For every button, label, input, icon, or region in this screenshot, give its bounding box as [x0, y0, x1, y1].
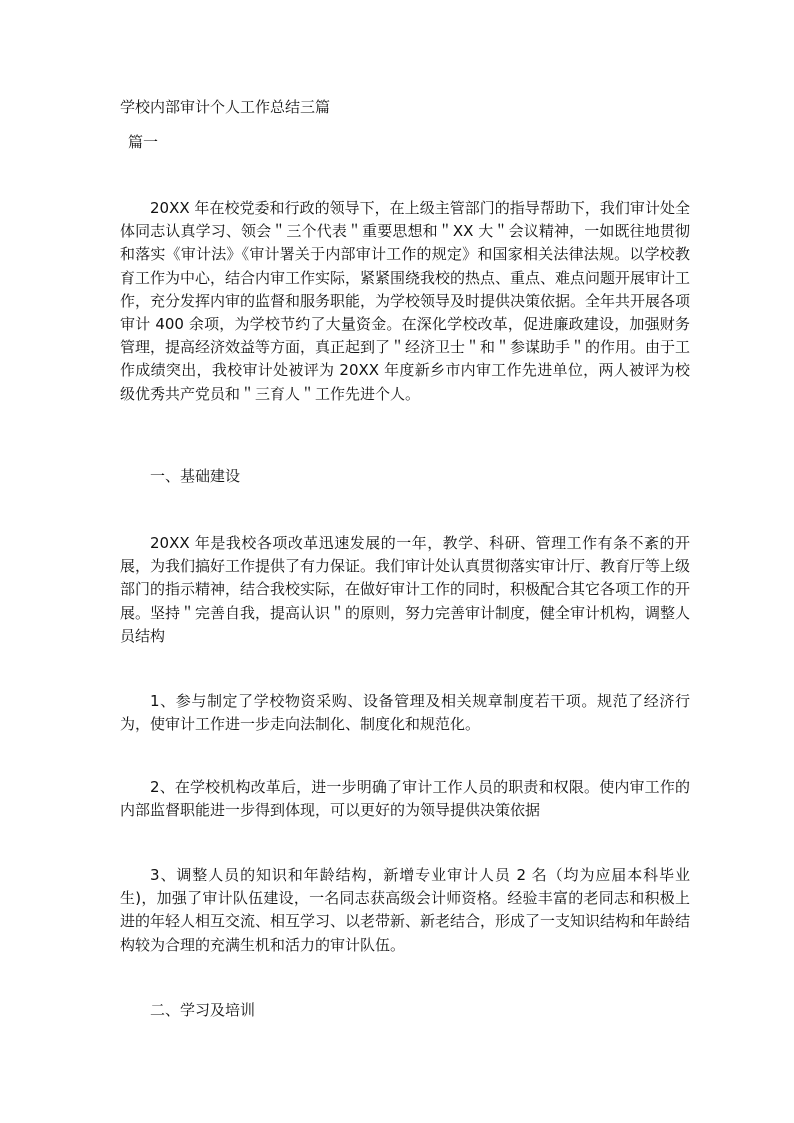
document-title: 学校内部审计个人工作总结三篇	[120, 98, 331, 116]
list-item-1: 1、参与制定了学校物资采购、设备管理及相关规章制度若干项。规范了经济行为，使审计工作进一步走向法制化、制度化和规范化。	[120, 692, 690, 734]
basic-construction-paragraph: 20XX 年是我校各项改革迅速发展的一年，教学、科研、管理工作有条不紊的开展，为我们搞好工作提供了有力保证。我们审计处认真贯彻落实审计厅、教育厅等上级部门的指示精神，结合我校实际，在做好审计工作的同时，积极配合其它各项工作的开展。坚持＂完善自我，提高认识＂的原则，努力完善审计制度，健全审计机构，调整人员结构	[120, 534, 691, 645]
intro-paragraph: 20XX 年在校党委和行政的领导下，在上级主管部门的指导帮助下，我们审计处全体同志认真学习、领会＂三个代表＂重要思想和＂XX 大＂会议精神，一如既往地贯彻和落实《审计法》《审计署关于内部审计工作的规定》和国家相关法律法规。以学校教育工作为中心，结合内审工作实际，紧紧围绕我校的热点、重点、难点问题开展审计工作，充分发挥内审的监督和服务职能，为学校领导及时提供决策依据。全年共开展各项审计 400 余项，为学校节约了大量资金。在深化学校改革，促进廉政建设，加强财务管理，提高经济效益等方面，真正起到了＂经济卫士＂和＂参谋助手＂的作用。由于工作成绩突出，我校审计处被评为 20XX 年度新乡市内审工作先进单位，两人被评为校级优秀共产党员和＂三育人＂工作先进个人。	[120, 199, 691, 403]
list-item-2: 2、在学校机构改革后，进一步明确了审计工作人员的职责和权限。使内审工作的内部监督职能进一步得到体现，可以更好的为领导提供决策依据	[120, 778, 690, 820]
section-heading-basic-construction: 一、基础建设	[150, 467, 241, 485]
section-heading-study-training: 二、学习及培训	[150, 1001, 256, 1019]
list-item-3: 3、调整人员的知识和年龄结构，新增专业审计人员 2 名（均为应届本科毕业生)，加强了审计队伍建设，一名同志获高级会计师资格。经验丰富的老同志和积极上进的年轻人相互交流、相互学习、以老带新、新老结合，形成了一支知识结构和年龄结构较为合理的充满生机和活力的审计队伍。	[120, 866, 691, 954]
part-label: 篇一	[128, 133, 159, 151]
